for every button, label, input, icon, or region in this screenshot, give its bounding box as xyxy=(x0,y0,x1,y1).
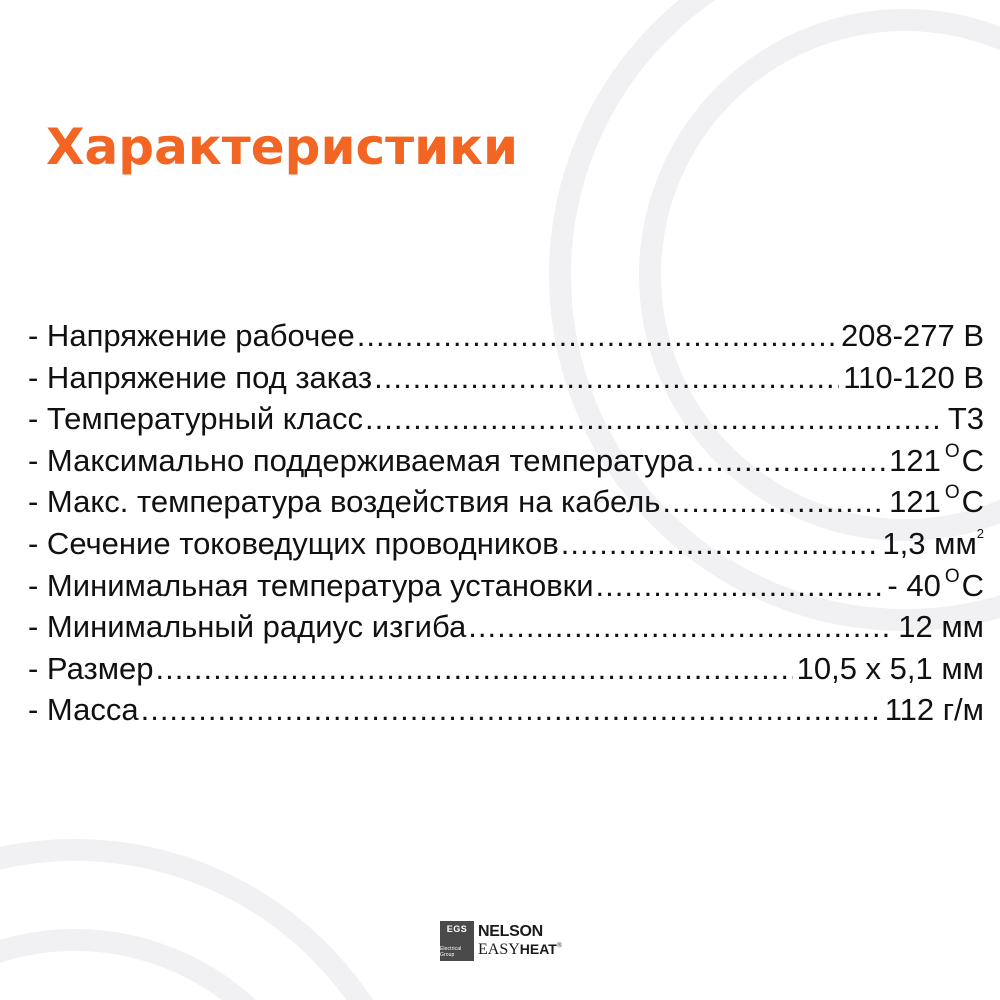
spec-value: 112 г/м xyxy=(884,692,984,728)
squared-sign: 2 xyxy=(976,525,984,541)
spec-row-temperature-class xyxy=(28,401,984,443)
brand-line-nelson: NELSON xyxy=(478,923,543,940)
spec-value xyxy=(887,565,984,604)
spec-label: - Температурный класс xyxy=(28,401,364,437)
degree-sign: O xyxy=(944,482,960,504)
spec-value: Т3 xyxy=(947,401,984,437)
spec-list xyxy=(28,318,984,734)
spec-value xyxy=(882,526,984,562)
spec-label: - Напряжение рабочее xyxy=(28,318,355,353)
value-number: 121 xyxy=(889,442,941,478)
degree-sign: O xyxy=(944,440,960,462)
spec-value: 12 мм xyxy=(898,609,984,645)
dot-leader xyxy=(596,568,884,604)
brand-wordmark xyxy=(478,921,562,961)
spec-value: 208-277 В xyxy=(840,318,984,353)
spec-label: - Минимальный радиус изгиба xyxy=(28,609,467,645)
dot-leader xyxy=(374,360,839,396)
degree-sign: O xyxy=(944,565,960,587)
spec-value xyxy=(889,484,984,520)
value-number: 121 xyxy=(889,484,941,520)
dot-leader xyxy=(357,318,837,354)
value-unit: С xyxy=(961,567,984,603)
brand-easy: EASY xyxy=(478,941,520,958)
spec-value xyxy=(889,440,984,479)
egs-mark-subtext: Electrical Group xyxy=(440,946,462,958)
dot-leader xyxy=(696,443,885,479)
spec-label: - Минимальная температура установки xyxy=(28,567,594,603)
spec-label: - Напряжение под заказ xyxy=(28,359,373,395)
dot-leader xyxy=(365,401,944,437)
dot-leader xyxy=(561,526,879,562)
spec-value: 10,5 х 5,1 мм xyxy=(796,650,984,686)
spec-label: - Макс. температура воздействия на кабель xyxy=(28,484,661,520)
bottom-left-inner-arc xyxy=(0,940,330,1000)
value-number: - 40 xyxy=(887,567,941,603)
spec-row-max-maintain-temperature xyxy=(28,440,984,485)
spec-row-max-exposure-temperature xyxy=(28,484,984,526)
dot-leader xyxy=(155,651,792,687)
spec-row-min-bend-radius xyxy=(28,609,984,651)
dot-leader xyxy=(662,484,885,520)
dot-leader xyxy=(468,609,894,645)
value-unit: С xyxy=(961,442,984,478)
trademark-sign: ® xyxy=(556,941,563,950)
spec-row-operating-voltage xyxy=(28,318,984,360)
spec-row-size xyxy=(28,651,984,693)
spec-row-custom-voltage xyxy=(28,360,984,402)
value-number: 1,3 мм xyxy=(882,525,977,561)
brand-heat: HEAT xyxy=(519,941,557,957)
value-unit: С xyxy=(961,484,984,520)
spec-row-min-install-temperature xyxy=(28,565,984,610)
egs-mark-text: EGS xyxy=(446,924,468,934)
nelson-easyheat-logo xyxy=(440,921,562,961)
spec-row-conductor-cross-section xyxy=(28,526,984,568)
spec-label: - Масса xyxy=(28,692,139,728)
spec-value: 110-120 В xyxy=(843,359,984,395)
egs-logo-mark xyxy=(440,921,474,961)
brand-line-easyheat xyxy=(478,942,562,958)
spec-label: - Размер xyxy=(28,650,154,686)
spec-row-weight xyxy=(28,692,984,734)
dot-leader xyxy=(141,692,881,728)
spec-label: - Сечение токоведущих проводников xyxy=(28,525,559,561)
spec-label: - Максимально поддерживаемая температура xyxy=(28,442,694,478)
page-title: Характеристики xyxy=(46,118,519,176)
